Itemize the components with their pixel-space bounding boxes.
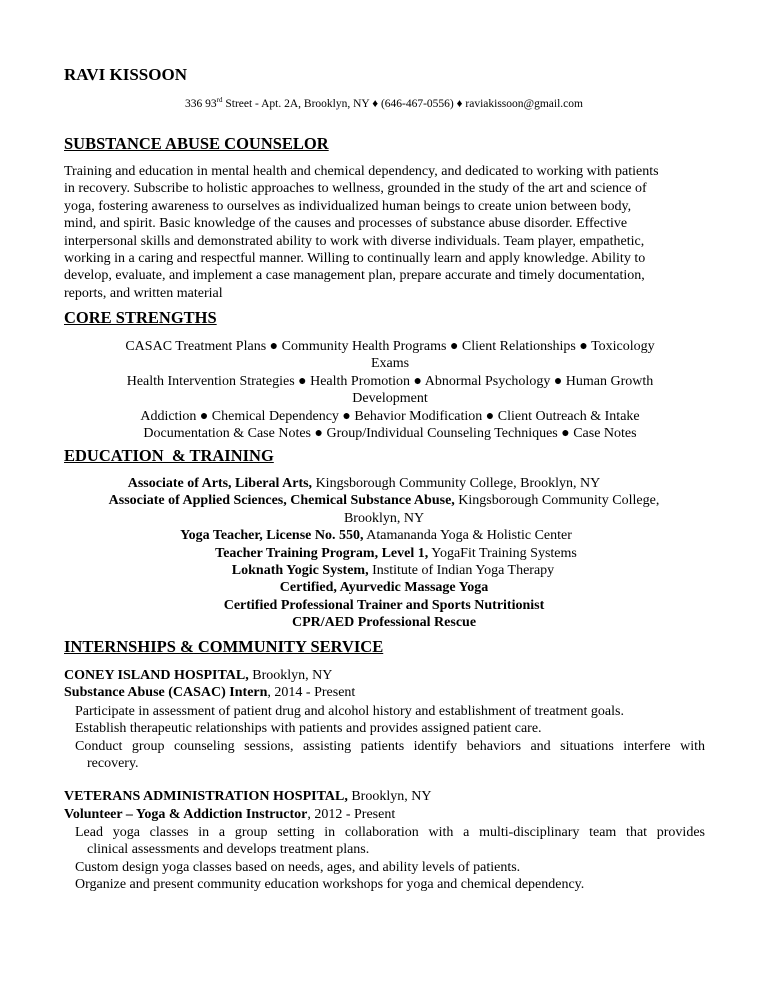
strengths-list: CASAC Treatment Plans ● Community Health Programs ● Client Relationships ● Toxicology Exams Health Intervention Strategies ● Health Promotion ● Abnormal Psychology ● Human Growth Development Addiction ● Chemical Dependency ● Behavior Modification ● Client Outreach & Intake Documentation & Case Notes ● Group/Individual Counseling Techniques ● Case Notes — [125, 339, 655, 442]
list-item: Organize and present community education workshops for yoga and chemical dependency. — [75, 877, 585, 893]
education-item: Associate of Applied Sciences, Chemical Substance Abuse, Kingsborough Community College, — [108, 493, 660, 509]
job-org-veterans-hospital: VETERANS ADMINISTRATION HOSPITAL, Brooklyn, NY — [64, 789, 432, 804]
candidate-name: RAVI KISSOON — [64, 65, 187, 84]
contact-line — [0, 96, 768, 110]
section-title-summary: SUBSTANCE ABUSE COUNSELOR — [64, 134, 329, 153]
job-org-coney-island: CONEY ISLAND HOSPITAL, Brooklyn, NY — [64, 668, 333, 683]
separator: ♦ — [369, 97, 381, 110]
job1-duties — [75, 703, 705, 773]
list-item: Participate in assessment of patient drug and alcohol history and establishment of treatment goals. — [75, 704, 624, 719]
separator: ♦ — [453, 97, 466, 110]
education-item: Loknath Yogic System, Institute of Indian Yoga Therapy — [231, 563, 555, 579]
education-item: CPR/AED Professional Rescue — [291, 615, 477, 631]
list-item: Establish therapeutic relationships with patients and provides assigned patient care. — [75, 721, 542, 737]
list-item: Lead yoga classes in a group setting in collaboration with a multi-disciplinary team that provides — [75, 825, 705, 840]
section-title-strengths: CORE STRENGTHS — [64, 308, 217, 327]
list-item: Custom design yoga classes based on needs, ages, and ability levels of patients. — [75, 859, 521, 875]
list-item: Conduct group counseling sessions, assisting patients identify behaviors and situations interfere with — [75, 738, 705, 754]
email: raviakissoon@gmail.com — [465, 97, 583, 110]
list-item: clinical assessments and develops treatment plans. — [87, 842, 370, 858]
section-title-education: EDUCATION & TRAINING — [64, 446, 274, 465]
education-item: Certified, Ayurvedic Massage Yoga — [279, 580, 489, 596]
section-title-internships: INTERNSHIPS & COMMUNITY SERVICE — [64, 637, 384, 656]
education-item: Certified Professional Trainer and Sports Nutritionist — [223, 597, 545, 613]
job-role-casac-intern: Substance Abuse (CASAC) Intern, 2014 - Present — [64, 685, 356, 700]
summary-paragraph: Training and education in mental health and chemical dependency, and dedicated to working with patients in recovery. Subscribe to holistic approaches to wellness, grounded in the study of the art and science of yoga, fostering awareness to ourselves as individualized human beings to create union between body, mind, and spirit. Basic knowledge of the causes and processes of substance abuse disorder. Effective interpersonal skills and demonstrated ability to work with diverse individuals. Team player, empathetic, working in a caring and respectful manner. Willing to continually learn and apply knowledge. Ability to develop, evaluate, and implement a case management plan, prepare accurate and timely documentation, reports, and written material — [64, 164, 659, 301]
job2-duties — [75, 824, 705, 894]
education-item: Yoga Teacher, License No. 550, Atamananda Yoga & Holistic Center — [180, 528, 572, 544]
education-item: Teacher Training Program, Level 1, YogaFit Training Systems — [215, 545, 577, 561]
education-item: Brooklyn, NY — [343, 510, 425, 526]
address: 336 93rd Street - Apt. 2A, Brooklyn, NY — [185, 96, 370, 110]
education-item: Associate of Arts, Liberal Arts, Kingsborough Community College, Brooklyn, NY — [127, 476, 601, 491]
phone: (646-467-0556) — [380, 97, 454, 110]
list-item: recovery. — [87, 756, 139, 772]
job-role-yoga-instructor: Volunteer – Yoga & Addiction Instructor, 2012 - Present — [64, 807, 396, 822]
education-list — [64, 475, 704, 632]
